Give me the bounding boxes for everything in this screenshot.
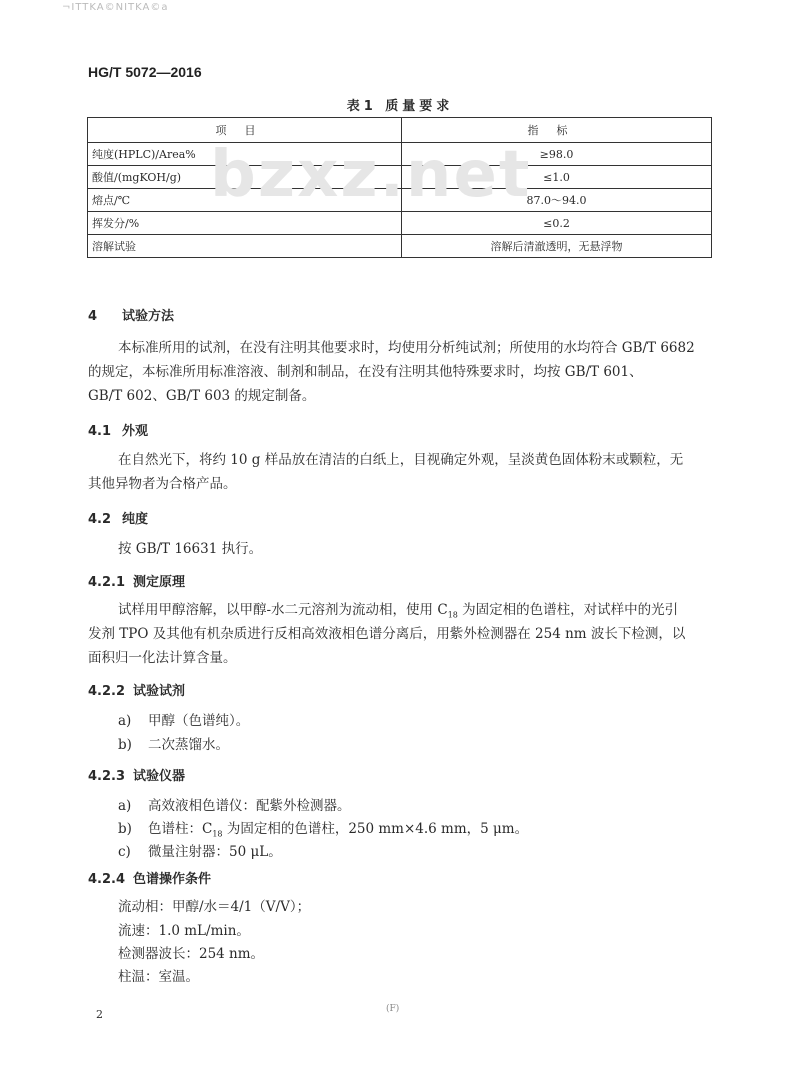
standard-number: HG/T 5072—2016 — [88, 64, 202, 80]
section-title: 色谱操作条件 — [133, 872, 212, 887]
paragraph-line: 的规定，本标准所用标准溶液、制剂和制品，在没有注明其他特殊要求时，均按 GB/T 601、 — [88, 364, 643, 380]
cell-spec: ≤1.0 — [402, 166, 712, 189]
list-marker: b) — [118, 737, 132, 753]
list-text: 色谱柱：C — [148, 821, 213, 837]
list-marker: c) — [118, 844, 131, 860]
watermark: bzxz.net — [210, 138, 532, 212]
section-number: 4.1 — [88, 424, 112, 439]
section-4-heading — [88, 305, 174, 324]
section-4-1-heading — [88, 420, 148, 439]
list-item — [118, 733, 229, 753]
cell-spec: ≥98.0 — [402, 143, 712, 166]
section-number: 4.2.2 — [88, 684, 126, 699]
section-4-2-3-heading — [88, 765, 185, 784]
top-mark: ¬ITTKA©NITKA©a — [62, 2, 169, 13]
cell-spec: 87.0～94.0 — [402, 189, 712, 212]
list-marker: a) — [118, 713, 132, 729]
section-number: 4.2.4 — [88, 872, 126, 887]
paragraph-line: 面积归一化法计算含量。 — [88, 650, 237, 666]
cell-item: 溶解试验 — [88, 235, 402, 258]
paragraph-line: 流动相：甲醇/水＝4/1（V/V）； — [118, 899, 311, 915]
paragraph-line: 其他异物者为合格产品。 — [88, 476, 237, 492]
section-4-2-heading — [88, 508, 148, 527]
text-run: 为固定相的色谱柱，对试样中的光引 — [457, 602, 679, 618]
list-marker: b) — [118, 821, 132, 837]
section-4-2-2-heading — [88, 680, 185, 699]
paragraph-line: 检测器波长：254 nm。 — [118, 946, 265, 962]
paragraph-line: 柱温：室温。 — [118, 969, 199, 985]
section-4-2-4-heading — [88, 868, 211, 887]
paragraph-line: 流速：1.0 mL/min。 — [118, 923, 250, 939]
table-title: 表1 质量要求 — [346, 99, 454, 114]
page-number: 2 — [96, 1008, 103, 1021]
section-title: 外观 — [122, 424, 149, 439]
table-row — [88, 212, 712, 235]
subscript: 18 — [447, 610, 458, 620]
list-item — [118, 794, 351, 814]
list-item — [118, 817, 528, 839]
section-title: 测定原理 — [133, 575, 186, 590]
section-number: 4 — [88, 309, 98, 324]
table-row — [88, 235, 712, 258]
list-text: 为固定相的色谱柱，250 mm×4.6 mm，5 μm。 — [222, 821, 529, 837]
subscript: 18 — [212, 829, 223, 839]
paragraph-line — [118, 600, 678, 626]
cell-spec: ≤0.2 — [402, 212, 712, 235]
list-item — [118, 709, 249, 729]
list-marker: a) — [118, 798, 132, 814]
text-run: 试样用甲醇溶解，以甲醇-水二元溶剂为流动相，使用 C — [118, 602, 448, 618]
paragraph-line: 发剂 TPO 及其他有机杂质进行反相高效液相色谱分离后，用紫外检测器在 254 nm 波长下检测，以 — [88, 626, 686, 642]
paragraph-line: 本标准所用的试剂，在没有注明其他要求时，均使用分析纯试剂；所使用的水均符合 GB/T 6682 — [118, 340, 695, 356]
col-header-spec: 指标 — [402, 118, 712, 143]
section-4-2-1-heading — [88, 571, 185, 590]
cell-item: 纯度(HPLC)/Area% — [88, 143, 402, 166]
section-title: 试验试剂 — [133, 684, 186, 699]
section-title: 纯度 — [122, 512, 149, 527]
col-header-item: 项目 — [88, 118, 402, 143]
section-title: 试验方法 — [122, 309, 175, 324]
section-number: 4.2 — [88, 512, 112, 527]
cell-item: 挥发分/% — [88, 212, 402, 235]
section-number: 4.2.1 — [88, 575, 126, 590]
paragraph-line: GB/T 602、GB/T 603 的规定制备。 — [88, 388, 316, 404]
cell-item: 酸值/(mgKOH/g) — [88, 166, 402, 189]
list-text: 甲醇（色谱纯）。 — [148, 713, 250, 729]
footer-mark: (F) — [386, 1004, 400, 1014]
paragraph-line: 按 GB/T 16631 执行。 — [118, 541, 263, 557]
list-text: 二次蒸馏水。 — [148, 737, 229, 753]
section-title: 试验仪器 — [133, 769, 186, 784]
cell-spec: 溶解后清澈透明，无悬浮物 — [402, 235, 712, 258]
paragraph-line: 在自然光下，将约 10 g 样品放在清洁的白纸上，目视确定外观，呈淡黄色固体粉末或颗粒，无 — [118, 452, 684, 468]
cell-item: 熔点/℃ — [88, 189, 402, 212]
section-number: 4.2.3 — [88, 769, 126, 784]
list-text: 高效液相色谱仪：配紫外检测器。 — [148, 798, 351, 814]
list-text: 微量注射器：50 μL。 — [148, 844, 282, 860]
list-item — [118, 840, 282, 860]
